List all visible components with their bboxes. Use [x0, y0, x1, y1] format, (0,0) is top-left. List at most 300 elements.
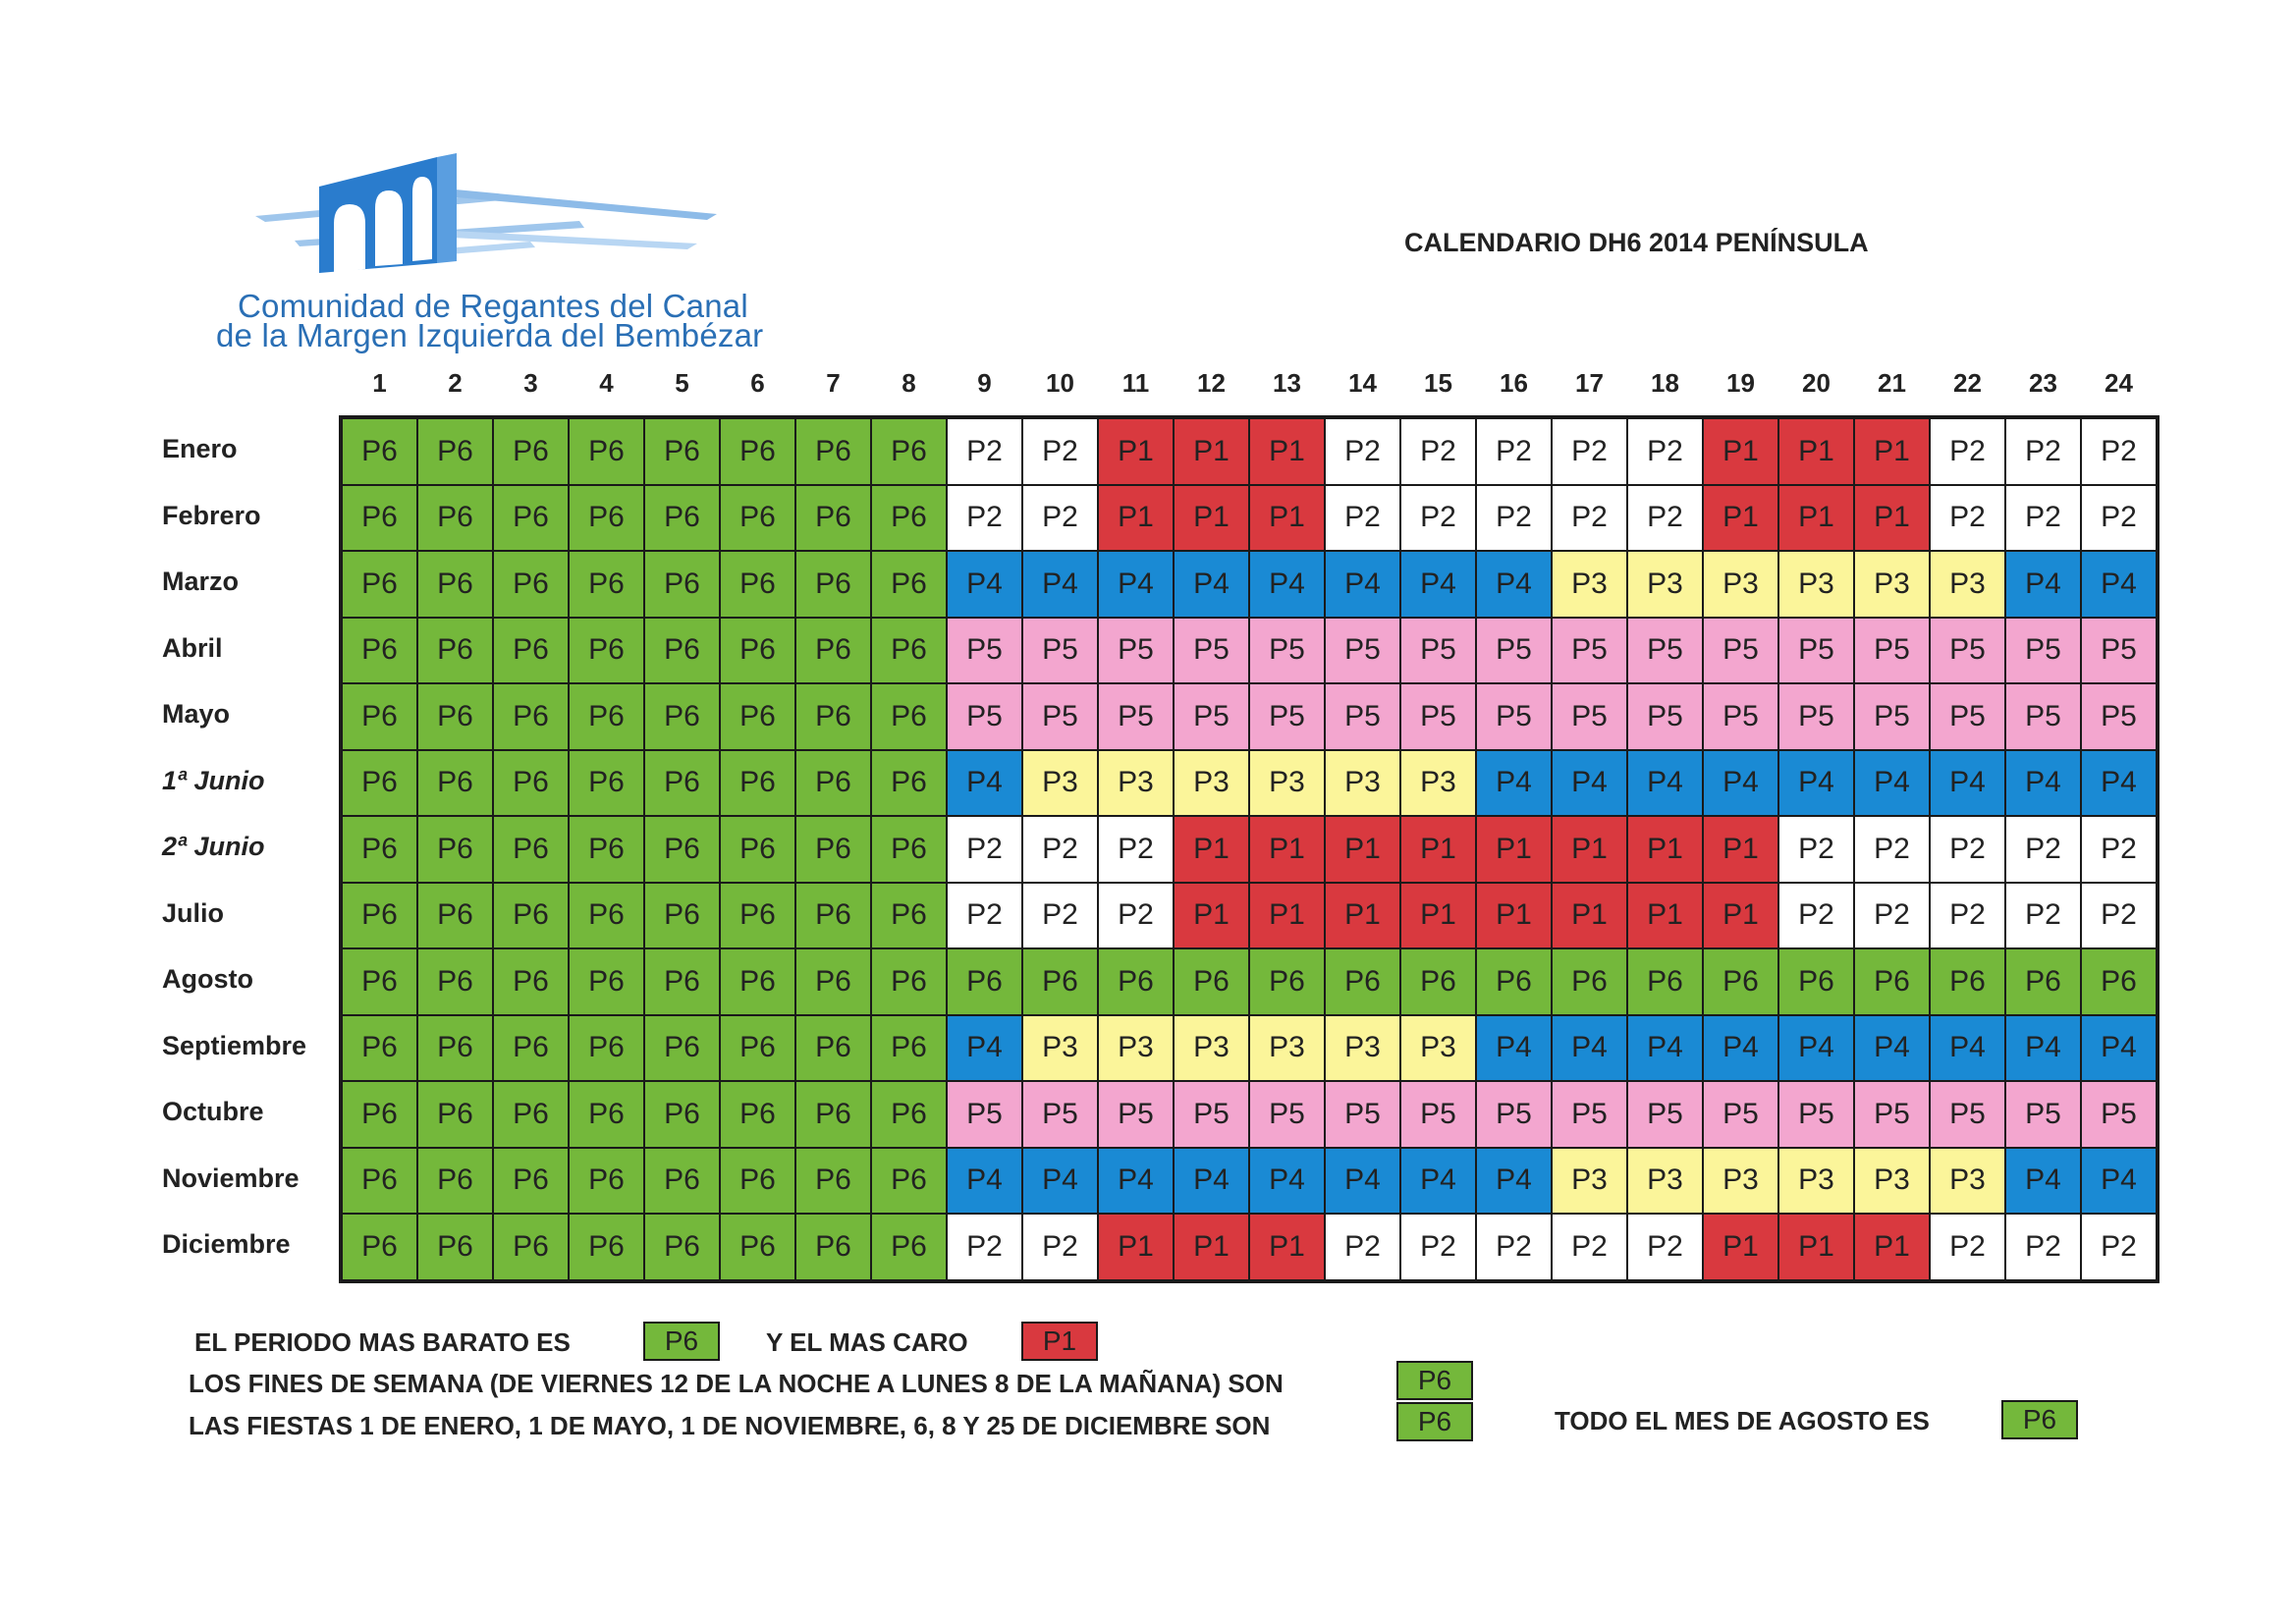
period-cell: P6 [871, 948, 947, 1015]
period-cell: P6 [644, 1214, 720, 1280]
period-cell: P6 [417, 883, 493, 949]
period-cell: P5 [1854, 1081, 1930, 1148]
period-cell: P6 [795, 1015, 871, 1082]
period-cell: P6 [417, 948, 493, 1015]
period-cell: P2 [1400, 418, 1476, 485]
period-cell: P5 [1703, 1081, 1778, 1148]
period-cell: P6 [644, 618, 720, 684]
hour-label: 23 [2029, 368, 2057, 398]
period-cell: P3 [1098, 1015, 1174, 1082]
period-cell: P4 [1552, 750, 1627, 817]
august-period-swatch: P6 [2001, 1400, 2078, 1439]
period-cell: P2 [1022, 883, 1098, 949]
period-cell: P6 [1098, 948, 1174, 1015]
period-cell: P5 [1476, 1081, 1552, 1148]
period-cell: P6 [644, 551, 720, 618]
period-cell: P4 [2081, 1148, 2157, 1215]
period-cell: P5 [2081, 1081, 2157, 1148]
period-cell: P6 [342, 418, 417, 485]
period-cell: P1 [1854, 418, 1930, 485]
period-cell: P1 [1174, 485, 1249, 552]
period-cell: P2 [1325, 418, 1400, 485]
period-cell: P4 [1476, 1015, 1552, 1082]
period-cell: P1 [1400, 816, 1476, 883]
month-label: Marzo [162, 567, 240, 596]
month-label: Noviembre [162, 1163, 300, 1193]
period-cell: P6 [417, 418, 493, 485]
period-cell: P1 [1098, 1214, 1174, 1280]
period-cell: P6 [569, 816, 644, 883]
period-cell: P2 [1930, 485, 2005, 552]
period-cell: P4 [947, 750, 1022, 817]
period-cell: P6 [720, 418, 795, 485]
period-cell: P5 [1552, 1081, 1627, 1148]
period-cell: P4 [947, 1148, 1022, 1215]
aqueduct-logo-icon [255, 147, 717, 275]
period-cell: P5 [2005, 618, 2081, 684]
hour-label: 24 [2105, 368, 2133, 398]
period-cell: P6 [417, 1148, 493, 1215]
period-cell: P3 [1627, 551, 1703, 618]
period-cell: P6 [1627, 948, 1703, 1015]
period-cell: P6 [871, 618, 947, 684]
period-cell: P4 [1854, 1015, 1930, 1082]
month-label: Agosto [162, 964, 253, 994]
period-cell: P1 [1854, 485, 1930, 552]
period-cell: P4 [2005, 750, 2081, 817]
organization-name-line1: Comunidad de Regantes del Canal [238, 288, 748, 324]
period-cell: P5 [1249, 1081, 1325, 1148]
period-cell: P6 [795, 683, 871, 750]
period-cell: P2 [1552, 418, 1627, 485]
period-cell: P4 [1552, 1015, 1627, 1082]
hour-label: 18 [1651, 368, 1679, 398]
period-cell: P6 [720, 551, 795, 618]
month-label: Diciembre [162, 1229, 291, 1259]
period-cell: P6 [493, 948, 569, 1015]
period-cell: P1 [1778, 485, 1854, 552]
period-cell: P4 [1627, 1015, 1703, 1082]
period-cell: P5 [1325, 683, 1400, 750]
period-cell: P6 [720, 683, 795, 750]
period-cell: P6 [493, 1148, 569, 1215]
period-cell: P4 [2081, 1015, 2157, 1082]
period-cell: P1 [1476, 816, 1552, 883]
period-cell: P6 [795, 1214, 871, 1280]
period-cell: P6 [795, 618, 871, 684]
period-cell: P2 [1854, 816, 1930, 883]
period-cell: P4 [947, 551, 1022, 618]
period-cell: P6 [644, 683, 720, 750]
period-cell: P4 [1098, 551, 1174, 618]
period-cell: P6 [2005, 948, 2081, 1015]
period-cell: P1 [1325, 816, 1400, 883]
period-cell: P5 [1325, 1081, 1400, 1148]
period-cell: P3 [1400, 750, 1476, 817]
period-cell: P6 [1249, 948, 1325, 1015]
period-cell: P5 [1022, 618, 1098, 684]
period-cell: P5 [1627, 618, 1703, 684]
period-cell: P1 [1476, 883, 1552, 949]
hour-label: 3 [523, 368, 538, 398]
holidays-note: LAS FIESTAS 1 DE ENERO, 1 DE MAYO, 1 DE NOVIEMBRE, 6, 8 Y 25 DE DICIEMBRE SON [189, 1411, 1271, 1440]
period-cell: P6 [342, 1015, 417, 1082]
period-cell: P2 [1552, 1214, 1627, 1280]
period-cell: P1 [1552, 816, 1627, 883]
period-cell: P2 [1098, 816, 1174, 883]
period-cell: P3 [1552, 551, 1627, 618]
hour-label: 4 [599, 368, 614, 398]
period-cell: P4 [1400, 551, 1476, 618]
hour-label: 14 [1348, 368, 1377, 398]
period-cell: P4 [1022, 551, 1098, 618]
period-cell: P4 [1930, 1015, 2005, 1082]
period-cell: P4 [2005, 551, 2081, 618]
tariff-period-grid [339, 415, 2159, 1283]
period-cell: P5 [2081, 683, 2157, 750]
period-cell: P5 [1552, 618, 1627, 684]
period-cell: P3 [1098, 750, 1174, 817]
organization-name-line2: de la Margen Izquierda del Bembézar [216, 317, 764, 353]
hour-label: 7 [826, 368, 841, 398]
period-cell: P6 [417, 816, 493, 883]
period-cell: P5 [1174, 683, 1249, 750]
period-cell: P3 [1249, 1015, 1325, 1082]
month-label: 1ª Junio [162, 765, 265, 795]
period-cell: P6 [871, 485, 947, 552]
period-cell: P1 [1627, 816, 1703, 883]
period-cell: P2 [2005, 883, 2081, 949]
period-cell: P6 [871, 551, 947, 618]
period-cell: P6 [1854, 948, 1930, 1015]
period-cell: P5 [1854, 683, 1930, 750]
hour-label: 5 [675, 368, 689, 398]
expensive-period-swatch: P1 [1021, 1322, 1098, 1361]
period-cell: P6 [1552, 948, 1627, 1015]
period-cell: P6 [795, 551, 871, 618]
period-cell: P6 [644, 485, 720, 552]
period-cell: P5 [1249, 618, 1325, 684]
hour-label: 20 [1802, 368, 1831, 398]
period-cell: P6 [569, 948, 644, 1015]
period-cell: P6 [569, 1081, 644, 1148]
period-cell: P1 [1854, 1214, 1930, 1280]
period-cell: P4 [1778, 1015, 1854, 1082]
period-cell: P6 [795, 750, 871, 817]
period-cell: P5 [1022, 683, 1098, 750]
period-cell: P6 [493, 1214, 569, 1280]
period-cell: P6 [1325, 948, 1400, 1015]
period-cell: P1 [1249, 1214, 1325, 1280]
period-cell: P2 [947, 418, 1022, 485]
period-cell: P6 [569, 418, 644, 485]
period-cell: P6 [493, 1081, 569, 1148]
period-cell: P6 [644, 883, 720, 949]
period-cell: P2 [1778, 883, 1854, 949]
period-cell: P4 [1476, 551, 1552, 618]
period-cell: P1 [1174, 418, 1249, 485]
period-cell: P6 [720, 1081, 795, 1148]
period-cell: P2 [1400, 1214, 1476, 1280]
period-cell: P6 [417, 618, 493, 684]
period-cell: P6 [720, 750, 795, 817]
period-cell: P4 [2081, 750, 2157, 817]
hour-label: 11 [1121, 368, 1150, 398]
period-cell: P6 [871, 816, 947, 883]
august-note: TODO EL MES DE AGOSTO ES [1555, 1406, 1930, 1435]
period-cell: P1 [1174, 816, 1249, 883]
period-cell: P4 [1325, 1148, 1400, 1215]
period-cell: P1 [1778, 1214, 1854, 1280]
period-cell: P6 [720, 816, 795, 883]
period-cell: P1 [1400, 883, 1476, 949]
period-cell: P6 [795, 1081, 871, 1148]
period-cell: P3 [1854, 551, 1930, 618]
period-cell: P5 [1778, 683, 1854, 750]
period-cell: P4 [947, 1015, 1022, 1082]
period-cell: P3 [1249, 750, 1325, 817]
period-cell: P3 [1703, 551, 1778, 618]
period-cell: P1 [1325, 883, 1400, 949]
period-cell: P5 [1174, 1081, 1249, 1148]
period-cell: P2 [1476, 485, 1552, 552]
period-cell: P2 [947, 1214, 1022, 1280]
period-cell: P5 [1098, 683, 1174, 750]
period-cell: P3 [1778, 1148, 1854, 1215]
month-label: Febrero [162, 500, 261, 530]
period-cell: P5 [1325, 618, 1400, 684]
period-cell: P5 [2081, 618, 2157, 684]
period-cell: P6 [795, 883, 871, 949]
period-cell: P5 [947, 683, 1022, 750]
hour-label: 10 [1046, 368, 1074, 398]
hour-label: 16 [1500, 368, 1528, 398]
period-cell: P6 [644, 816, 720, 883]
period-cell: P2 [1930, 883, 2005, 949]
hour-label: 13 [1273, 368, 1301, 398]
period-cell: P6 [417, 1015, 493, 1082]
period-cell: P5 [1476, 618, 1552, 684]
period-cell: P2 [1022, 816, 1098, 883]
period-cell: P3 [1778, 551, 1854, 618]
month-label: 2ª Junio [162, 832, 265, 861]
period-cell: P2 [1022, 485, 1098, 552]
period-cell: P6 [644, 1148, 720, 1215]
period-cell: P6 [342, 948, 417, 1015]
cheapest-period-note: EL PERIODO MAS BARATO ES [194, 1327, 571, 1357]
hour-label: 8 [902, 368, 916, 398]
period-cell: P6 [342, 816, 417, 883]
period-cell: P4 [2081, 551, 2157, 618]
period-cell: P5 [1627, 683, 1703, 750]
period-cell: P6 [720, 948, 795, 1015]
period-cell: P5 [1627, 1081, 1703, 1148]
period-cell: P5 [1930, 618, 2005, 684]
period-cell: P3 [1930, 551, 2005, 618]
hour-label: 19 [1726, 368, 1755, 398]
period-cell: P6 [871, 683, 947, 750]
period-cell: P6 [871, 1081, 947, 1148]
period-cell: P6 [342, 618, 417, 684]
period-cell: P5 [1930, 1081, 2005, 1148]
month-label: Septiembre [162, 1030, 307, 1060]
period-cell: P6 [720, 883, 795, 949]
period-cell: P2 [947, 485, 1022, 552]
period-cell: P3 [1627, 1148, 1703, 1215]
period-cell: P1 [1703, 485, 1778, 552]
period-cell: P3 [1400, 1015, 1476, 1082]
period-cell: P3 [1174, 750, 1249, 817]
period-cell: P6 [644, 948, 720, 1015]
period-cell: P2 [1627, 485, 1703, 552]
period-cell: P3 [1325, 1015, 1400, 1082]
period-cell: P6 [417, 485, 493, 552]
period-cell: P6 [2081, 948, 2157, 1015]
period-cell: P6 [1703, 948, 1778, 1015]
period-cell: P1 [1249, 816, 1325, 883]
period-cell: P6 [417, 750, 493, 817]
period-cell: P6 [342, 750, 417, 817]
period-cell: P5 [1778, 1081, 1854, 1148]
period-cell: P6 [720, 1214, 795, 1280]
period-cell: P6 [569, 883, 644, 949]
period-cell: P2 [1325, 485, 1400, 552]
month-label: Enero [162, 434, 238, 463]
period-cell: P5 [947, 1081, 1022, 1148]
period-cell: P6 [569, 1148, 644, 1215]
period-cell: P6 [795, 485, 871, 552]
month-label: Abril [162, 632, 223, 663]
period-cell: P3 [1703, 1148, 1778, 1215]
period-cell: P4 [1476, 1148, 1552, 1215]
period-cell: P6 [493, 551, 569, 618]
period-cell: P6 [342, 1214, 417, 1280]
period-cell: P6 [342, 551, 417, 618]
period-cell: P6 [342, 683, 417, 750]
period-cell: P5 [1854, 618, 1930, 684]
period-cell: P5 [1249, 683, 1325, 750]
period-cell: P4 [1627, 750, 1703, 817]
period-cell: P6 [569, 618, 644, 684]
period-cell: P1 [1778, 418, 1854, 485]
period-cell: P6 [493, 485, 569, 552]
period-cell: P5 [1703, 683, 1778, 750]
period-cell: P3 [1022, 750, 1098, 817]
period-cell: P6 [417, 551, 493, 618]
period-cell: P2 [1400, 485, 1476, 552]
period-cell: P1 [1552, 883, 1627, 949]
period-cell: P6 [1400, 948, 1476, 1015]
period-cell: P5 [1930, 683, 2005, 750]
hour-label: 6 [750, 368, 765, 398]
period-cell: P6 [569, 683, 644, 750]
document-title: CALENDARIO DH6 2014 PENÍNSULA [1404, 228, 1869, 257]
period-cell: P5 [947, 618, 1022, 684]
period-cell: P6 [1930, 948, 2005, 1015]
period-cell: P6 [342, 1148, 417, 1215]
period-cell: P6 [569, 1214, 644, 1280]
period-cell: P6 [342, 1081, 417, 1148]
period-cell: P6 [871, 1015, 947, 1082]
period-cell: P4 [1174, 1148, 1249, 1215]
period-cell: P4 [1098, 1148, 1174, 1215]
period-cell: P2 [1022, 1214, 1098, 1280]
period-cell: P6 [795, 816, 871, 883]
period-cell: P5 [1400, 618, 1476, 684]
period-cell: P4 [1022, 1148, 1098, 1215]
period-cell: P6 [493, 883, 569, 949]
period-cell: P2 [2005, 1214, 2081, 1280]
period-cell: P2 [1627, 418, 1703, 485]
period-cell: P6 [871, 418, 947, 485]
period-cell: P2 [1854, 883, 1930, 949]
period-cell: P5 [1476, 683, 1552, 750]
holidays-period-swatch: P6 [1396, 1402, 1473, 1441]
period-cell: P4 [2005, 1148, 2081, 1215]
period-cell: P2 [1476, 1214, 1552, 1280]
period-cell: P4 [1325, 551, 1400, 618]
period-cell: P6 [493, 418, 569, 485]
hour-label: 15 [1424, 368, 1452, 398]
period-cell: P6 [569, 1015, 644, 1082]
period-cell: P4 [1400, 1148, 1476, 1215]
period-cell: P6 [1022, 948, 1098, 1015]
period-cell: P6 [493, 618, 569, 684]
period-cell: P2 [1552, 485, 1627, 552]
period-cell: P3 [1854, 1148, 1930, 1215]
month-label: Julio [162, 897, 225, 928]
hour-label: 9 [977, 368, 992, 398]
period-cell: P5 [1400, 1081, 1476, 1148]
period-cell: P6 [417, 1081, 493, 1148]
period-cell: P1 [1627, 883, 1703, 949]
period-cell: P6 [871, 1148, 947, 1215]
period-cell: P4 [1249, 551, 1325, 618]
period-cell: P3 [1325, 750, 1400, 817]
period-cell: P2 [2005, 418, 2081, 485]
period-cell: P3 [1022, 1015, 1098, 1082]
period-cell: P5 [1174, 618, 1249, 684]
period-cell: P5 [1552, 683, 1627, 750]
hour-label: 17 [1575, 368, 1604, 398]
period-cell: P4 [1174, 551, 1249, 618]
period-cell: P1 [1249, 418, 1325, 485]
period-cell: P2 [2005, 816, 2081, 883]
period-cell: P1 [1703, 816, 1778, 883]
period-cell: P6 [1778, 948, 1854, 1015]
period-cell: P5 [2005, 1081, 2081, 1148]
hour-label: 2 [448, 368, 463, 398]
period-cell: P6 [720, 618, 795, 684]
period-cell: P2 [1627, 1214, 1703, 1280]
period-cell: P2 [1022, 418, 1098, 485]
period-cell: P6 [644, 1015, 720, 1082]
period-cell: P2 [1930, 418, 2005, 485]
period-cell: P1 [1703, 418, 1778, 485]
hour-header [0, 368, 2296, 407]
period-cell: P2 [1325, 1214, 1400, 1280]
cheapest-period-swatch: P6 [643, 1322, 720, 1361]
period-cell: P6 [644, 1081, 720, 1148]
period-cell: P3 [1930, 1148, 2005, 1215]
hour-label: 22 [1953, 368, 1982, 398]
period-cell: P2 [947, 816, 1022, 883]
period-cell: P5 [1778, 618, 1854, 684]
period-cell: P3 [1174, 1015, 1249, 1082]
period-cell: P5 [1098, 1081, 1174, 1148]
period-cell: P2 [1778, 816, 1854, 883]
period-cell: P6 [795, 1148, 871, 1215]
